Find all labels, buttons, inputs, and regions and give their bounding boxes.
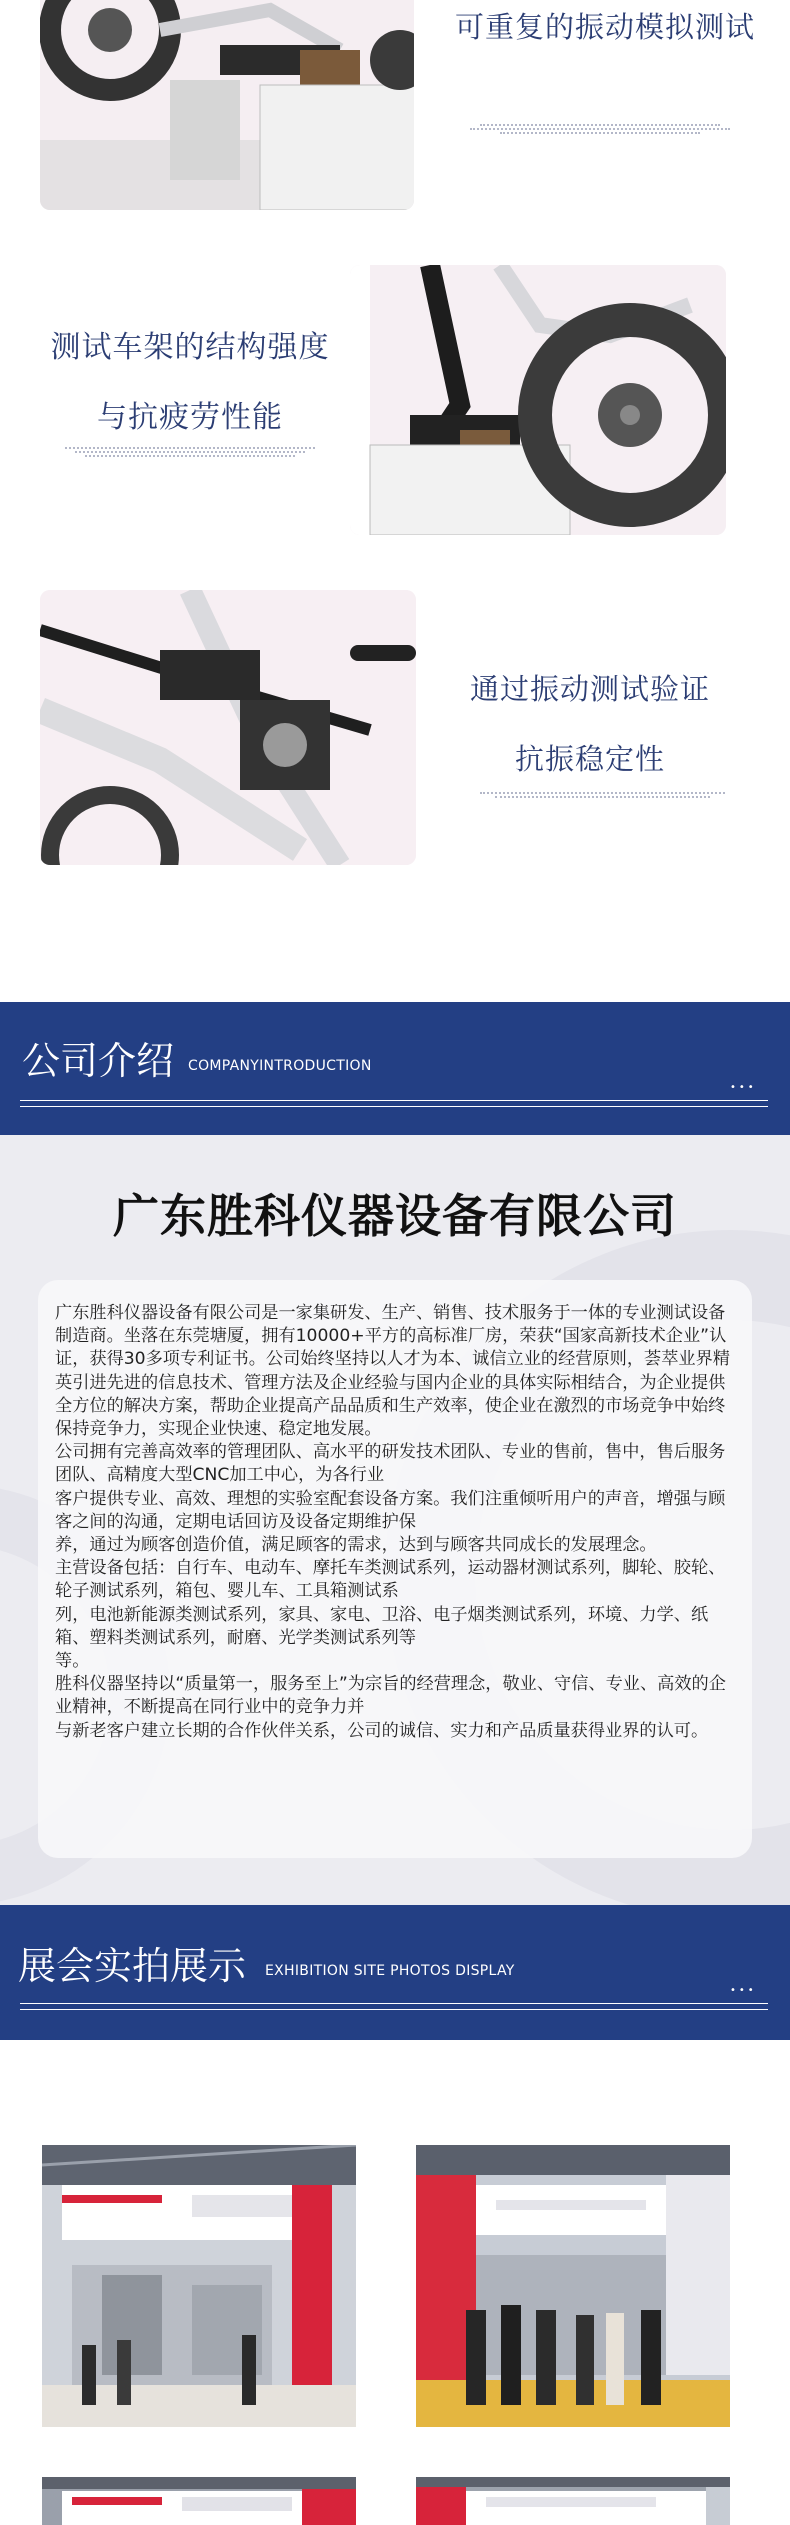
exhibition-header [0, 1905, 790, 2040]
exhibition-booth-photo-4 [416, 2477, 730, 2525]
bike-frame-fixture-photo [350, 265, 726, 535]
company-intro-title: 公司介绍 [22, 1039, 175, 1083]
feature-2-title-line-2: 与抗疲劳性能 [97, 400, 283, 435]
exhibition-subtitle: EXHIBITION SITE PHOTOS DISPLAY [265, 1963, 515, 1979]
dots-icon: ••• [730, 1082, 757, 1093]
company-intro-subtitle: COMPANYINTRODUCTION [188, 1058, 372, 1074]
dots-icon: ••• [730, 1985, 757, 1996]
divider [20, 1100, 768, 1101]
divider [20, 2003, 768, 2004]
exhibition-booth-photo-1 [42, 2145, 356, 2427]
divider [20, 2009, 768, 2010]
feature-2-title-line-1: 测试车架的结构强度 [50, 330, 330, 365]
bike-frame-clamp-photo [40, 590, 416, 865]
company-intro-header [0, 1002, 790, 1135]
exhibition-title: 展会实拍展示 [18, 1944, 247, 1988]
feature-2-fine-print [65, 445, 315, 459]
company-description: 广东胜科仪器设备有限公司是一家集研发、生产、销售、技术服务于一体的专业测试设备制造商。坐落在东莞塘厦，拥有10000+平方的高标准厂房，荣获“国家高新技术企业”认证，获得30多项专利证书。公司始终坚持以人才为本、诚信立业的经营原则，荟萃业界精英引进先进的信息技术、管理方法及企业经验与国内企业的具体实际相结合，为企业提供全方位的解决方案，帮助企业提高产品品质和生产效率，使企业在激烈的市场竞争中始终保持竞争力，实现企业快速、稳定地发展。 公司拥有完善高效率的管理团队、高水平的研发技术团队、专业的售前，售中，售后服务团队、高精度大型CNC加工中心，为各行业 客户提供专业、高效、理想的实验室配套设备方案。我们注重倾听用户的声音，增强与顾客之间的沟通，定期电话回访及设备定期维护保 养，通过为顾客创造价值，满足顾客的需求，达到与顾客共同成长的发展理念。 主营设备包括：自行车、电动车、摩托车类测试系列，运动器材测试系列，脚轮、胶轮、轮子测试系列，箱包、婴儿车、工具箱测试系 列，电池新能源类测试系列，家具、家电、卫浴、电子烟类测试系列，环境、力学、纸箱、塑料类测试系列，耐磨、光学类测试系列等 等。 胜科仪器坚持以“质量第一，服务至上”为宗旨的经营理念，敬业、守信、专业、高效的企业精神，不断提高在同行业中的竞争力并 与新老客户建立长期的合作伙伴关系，公司的诚信、实力和产品质量获得业界的认可。 [55, 1303, 730, 1741]
feature-3-title-line-2: 抗振稳定性 [514, 742, 665, 776]
bike-vibration-rig-photo-1 [40, 0, 414, 210]
feature-3-fine-print [480, 790, 725, 800]
exhibition-booth-photo-3 [42, 2477, 356, 2525]
feature-1-title-line-1: 可重复的振动模拟测试 [454, 10, 755, 44]
feature-3-title-line-1: 通过振动测试验证 [469, 672, 710, 706]
feature-1-fine-print [470, 122, 730, 136]
exhibition-booth-photo-2 [416, 2145, 730, 2427]
divider [20, 1106, 768, 1107]
company-name: 广东胜科仪器设备有限公司 [113, 1189, 677, 1243]
